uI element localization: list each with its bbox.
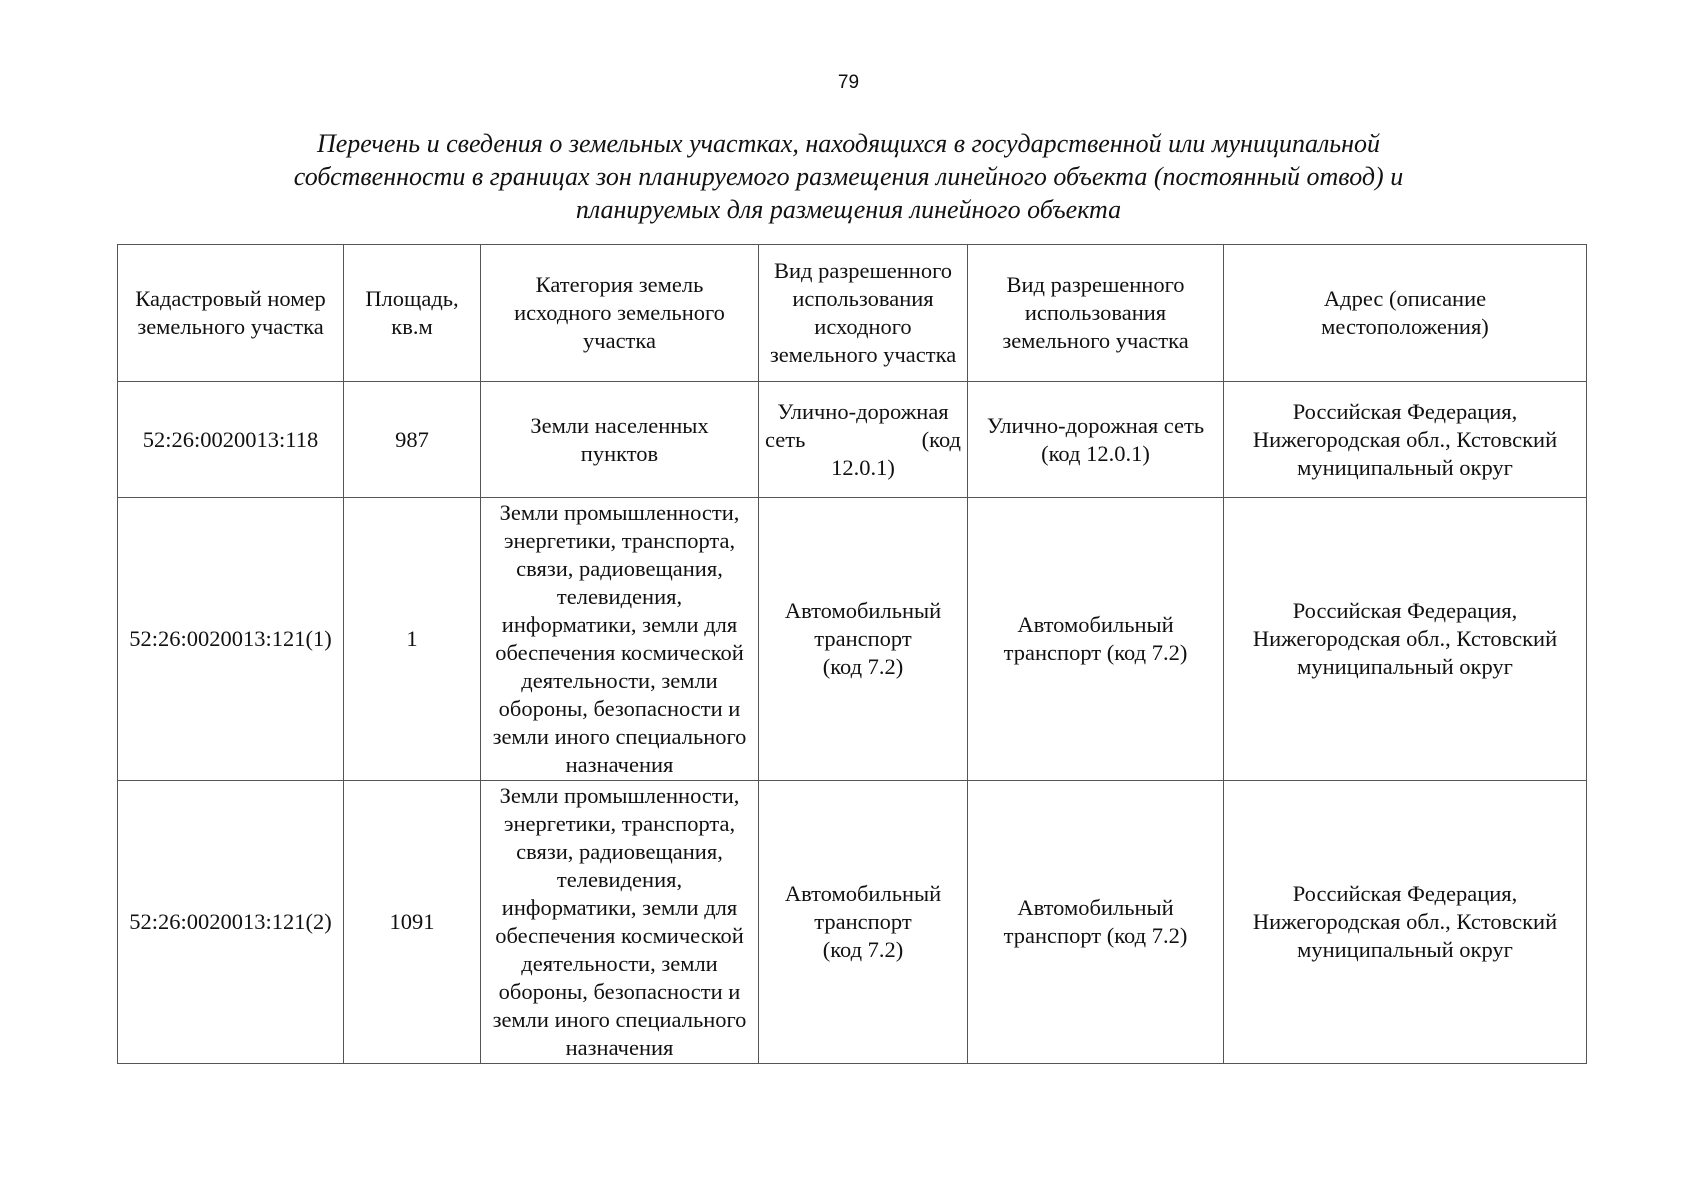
permitted-use-cell: Улично-дорожная сеть (код 12.0.1) [968,382,1224,498]
header-source-permitted-use: Вид разрешенного использования исходного земельного участка [759,245,968,382]
header-land-category: Категория земель исходного земельного участка [481,245,759,382]
document-title [200,127,1497,226]
land-category-cell: Земли населенных пунктов [481,382,759,498]
title-line: Перечень и сведения о земельных участках, находящихся в государственной или муниципальной [316,129,1381,158]
land-category-cell: Земли промышленности, энергетики, транспорта, связи, радиовещания, телевидения, информатики, земли для обеспечения космической деятельности, земли обороны, безопасности и земли иного специального назначения [481,781,759,1064]
header-address: Адрес (описание местоположения) [1224,245,1587,382]
source-permitted-use-cell: Автомобильный транспорт (код 7.2) [759,781,968,1064]
justified-word: (код [921,426,961,452]
permitted-use-cell: Автомобильный транспорт (код 7.2) [968,498,1224,781]
address-cell: Российская Федерация, Нижегородская обл., Кстовский муниципальный округ [1224,498,1587,781]
table-row [118,382,1587,498]
justified-word: сеть [765,426,806,452]
land-category-cell: Земли промышленности, энергетики, транспорта, связи, радиовещания, телевидения, информатики, земли для обеспечения космической деятельности, земли обороны, безопасности и земли иного специального назначения [481,498,759,781]
header-permitted-use: Вид разрешенного использования земельного участка [968,245,1224,382]
title-line: планируемых для размещения линейного объекта [575,195,1122,224]
source-permitted-use-cell: Улично-дорожная сеть (код 12.0.1) [759,382,968,498]
title-line: собственности в границах зон планируемого размещения линейного объекта (постоянный отвод) и [293,162,1404,191]
cadastral-number-cell: 52:26:0020013:121(1) [118,498,344,781]
page-number: 79 [837,72,860,93]
address-cell: Российская Федерация, Нижегородская обл., Кстовский муниципальный округ [1224,781,1587,1064]
table-row [118,781,1587,1064]
table-row [118,498,1587,781]
source-permitted-use-cell: Автомобильный транспорт (код 7.2) [759,498,968,781]
header-cadastral-number: Кадастровый номер земельного участка [118,245,344,382]
area-cell: 1 [344,498,481,781]
permitted-use-cell: Автомобильный транспорт (код 7.2) [968,781,1224,1064]
cadastral-number-cell: 52:26:0020013:118 [118,382,344,498]
table-header-row [118,245,1587,382]
area-cell: 1091 [344,781,481,1064]
area-cell: 987 [344,382,481,498]
header-area: Площадь, кв.м [344,245,481,382]
address-cell: Российская Федерация, Нижегородская обл., Кстовский муниципальный округ [1224,382,1587,498]
cadastral-number-cell: 52:26:0020013:121(2) [118,781,344,1064]
land-parcels-table [117,244,1587,1064]
